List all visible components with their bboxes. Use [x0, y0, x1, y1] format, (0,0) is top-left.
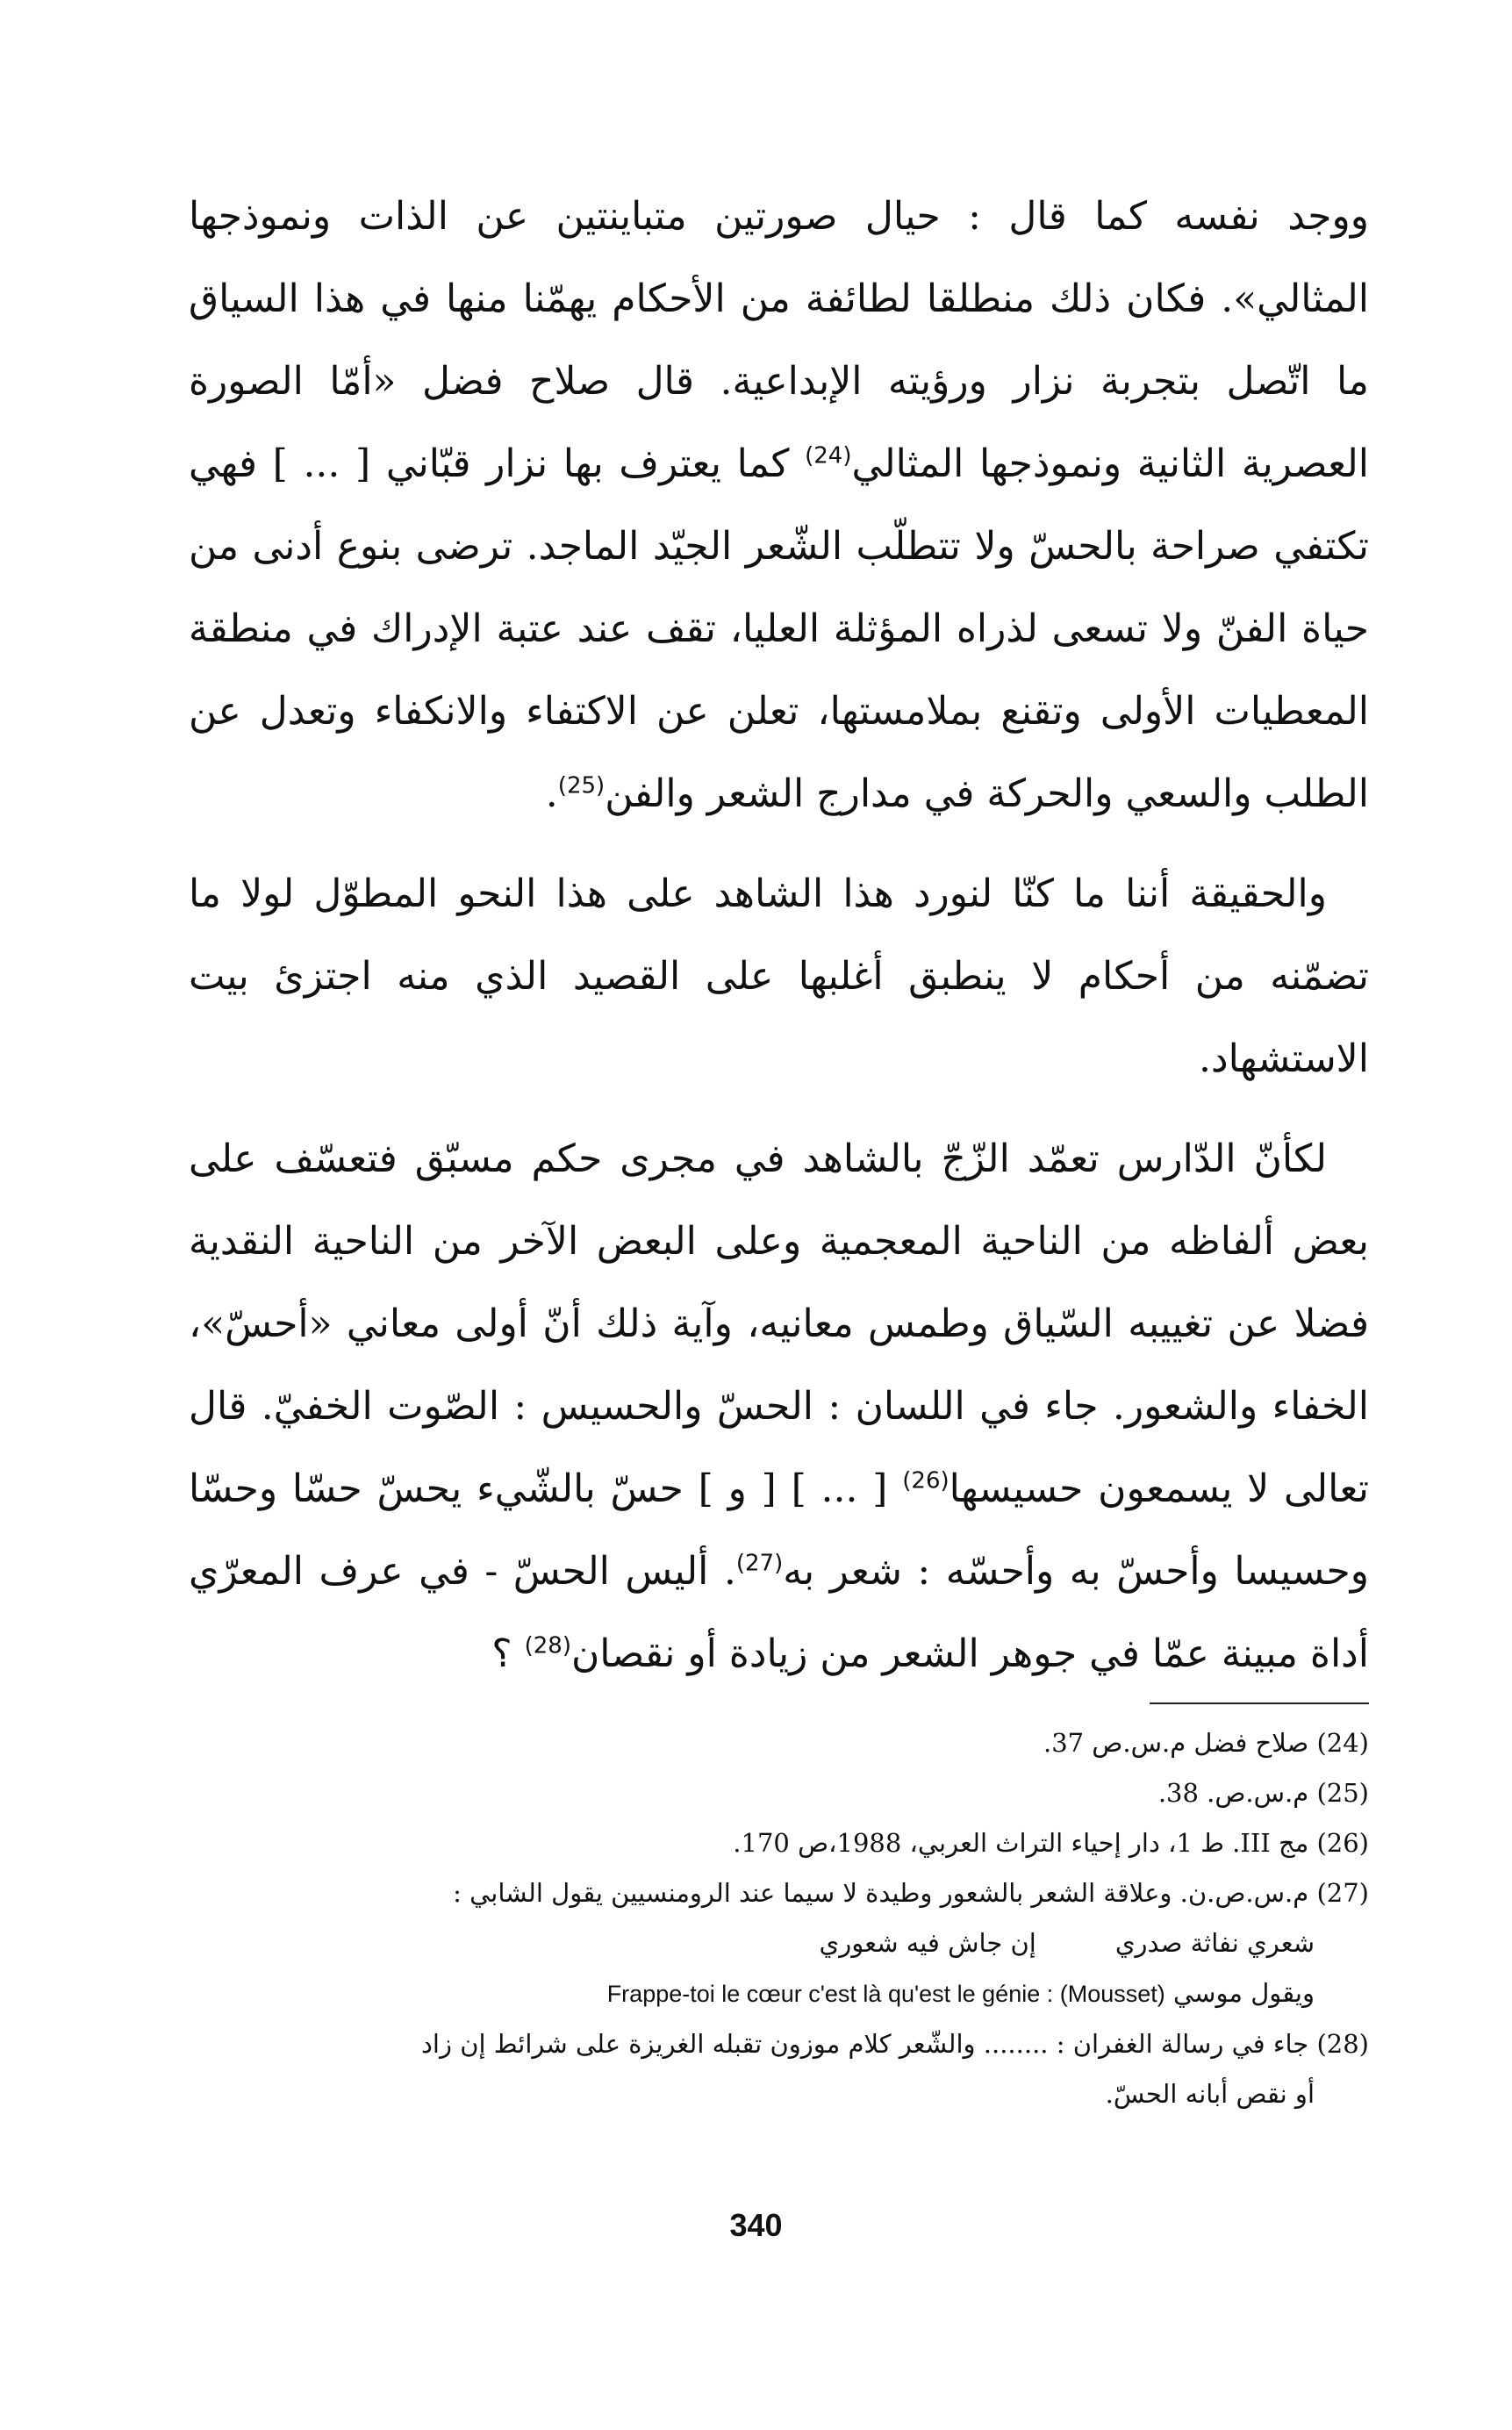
footnote-28-continuation: أو نقص أبانه الحسّ.	[1105, 2079, 1315, 2109]
musset-lead: ويقول موسي	[1172, 1978, 1315, 2008]
paragraph-2	[189, 853, 1369, 1100]
footnote-ref-27[interactable]: (27)	[735, 1550, 784, 1577]
footnote-separator	[1150, 1702, 1369, 1704]
footnote-27: (27) م.س.ص.ن. وعلاقة الشعر بالشعور وطيدة لا سيما عند الرومنسيين يقول الشابي :	[453, 1878, 1369, 1908]
paragraph-2-text: والحقيقة أننا ما كنّا لنورد هذا الشاهد على هذا النحو المطوّل لولا ما تضمّنه من أحكام لا ينطبق أغلبها على القصيد الذي منه اجتزئ بيت الاستشهاد.	[189, 871, 1369, 1081]
paragraph-1-text: ووجد نفسه كما قال : حيال صورتين متباينتين عن الذات ونموذجها المثالي». فكان ذلك منطلقا لطائفة من الأحكام يهمّنا منها في هذا السياق ما اتّصل بتجربة نزار ورؤيته الإبداعية. قال صلاح فضل «أمّا الصورة العصرية الثانية ونموذجها المثالي	[189, 194, 1369, 486]
musset-quote: Frappe-toi le cœur c'est là qu'est le génie : (Mousset)	[606, 1981, 1165, 2007]
footnote-24: (24) صلاح فضل م.س.ص 37.	[1043, 1728, 1369, 1758]
footnotes	[189, 1718, 1369, 2119]
paragraph-1	[189, 176, 1369, 835]
footnote-ref-24[interactable]: (24)	[805, 442, 852, 470]
footnote-27-musset	[189, 1968, 1369, 2019]
footnote-ref-25[interactable]: (25)	[557, 772, 606, 799]
verse-hemistich-1: شعري نفاثة صدري	[1114, 1928, 1315, 1958]
footnote-ref-28[interactable]: (28)	[524, 1632, 571, 1659]
paragraph-1-tail: كما يعترف بها نزار قبّاني [ ... ] فهي تكتفي صراحة بالحسّ ولا تتطلّب الشّعر الجيّد الماجد. ترضى بنوع أدنى من حياة الفنّ ولا تسعى لذراه المؤثلة العليا، تقف عند عتبة الإدراك في منطقة المعطيات الأولى وتقنع بملامستها، تعلن عن الاكتفاء والانكفاء وتعدل عن الطلب والسعي والحركة في مدارج الشعر والفن	[189, 441, 1369, 816]
footnote-ref-26[interactable]: (26)	[902, 1467, 949, 1495]
verse-hemistich-2: إن جاش فيه شعوري	[819, 1928, 1036, 1958]
page-number: 340	[729, 2207, 783, 2243]
paragraph-1-end: .	[545, 771, 558, 816]
footnote-25: (25) م.س.ص. 38.	[1157, 1778, 1369, 1808]
paragraph-3-tail: [ ... ] [ و ] حسّ بالشّيء يحسّ حسّا وحسّا وحسيسا وأحسّ به وأحسّه : شعر به	[189, 1466, 1369, 1594]
paragraph-3	[189, 1118, 1369, 1695]
paragraph-3-end: . أليس الحسّ - في عرف المعرّي أداة مبينة عمّا في جوهر الشعر من زيادة أو نقصان	[189, 1549, 1369, 1676]
footnote-26: (26) مج III. ط 1، دار إحياء التراث العربي، 1988،ص 170.	[733, 1828, 1369, 1858]
main-text	[189, 176, 1369, 1695]
footnote-27-verse	[189, 1918, 1369, 1968]
footnote-28: (28) جاء في رسالة الغفران : ........ والشّعر كلام موزون تقبله الغريزة على شرائط إن زاد	[421, 2029, 1369, 2059]
paragraph-3-text: لكأنّ الدّارس تعمّد الزّجّ بالشاهد في مجرى حكم مسبّق فتعسّف على بعض ألفاظه من الناحية المعجمية وعلى البعض الآخر من الناحية النقدية فضلا عن تغييبه السّياق وطمس معانيه، وآية ذلك أنّ أولى معاني «أحسّ»، الخفاء والشعور. جاء في اللسان : الحسّ والحسيس : الصّوت الخفيّ. قال تعالى لا يسمعون حسيسها	[189, 1136, 1369, 1511]
paragraph-3-end2: ؟	[491, 1631, 525, 1676]
